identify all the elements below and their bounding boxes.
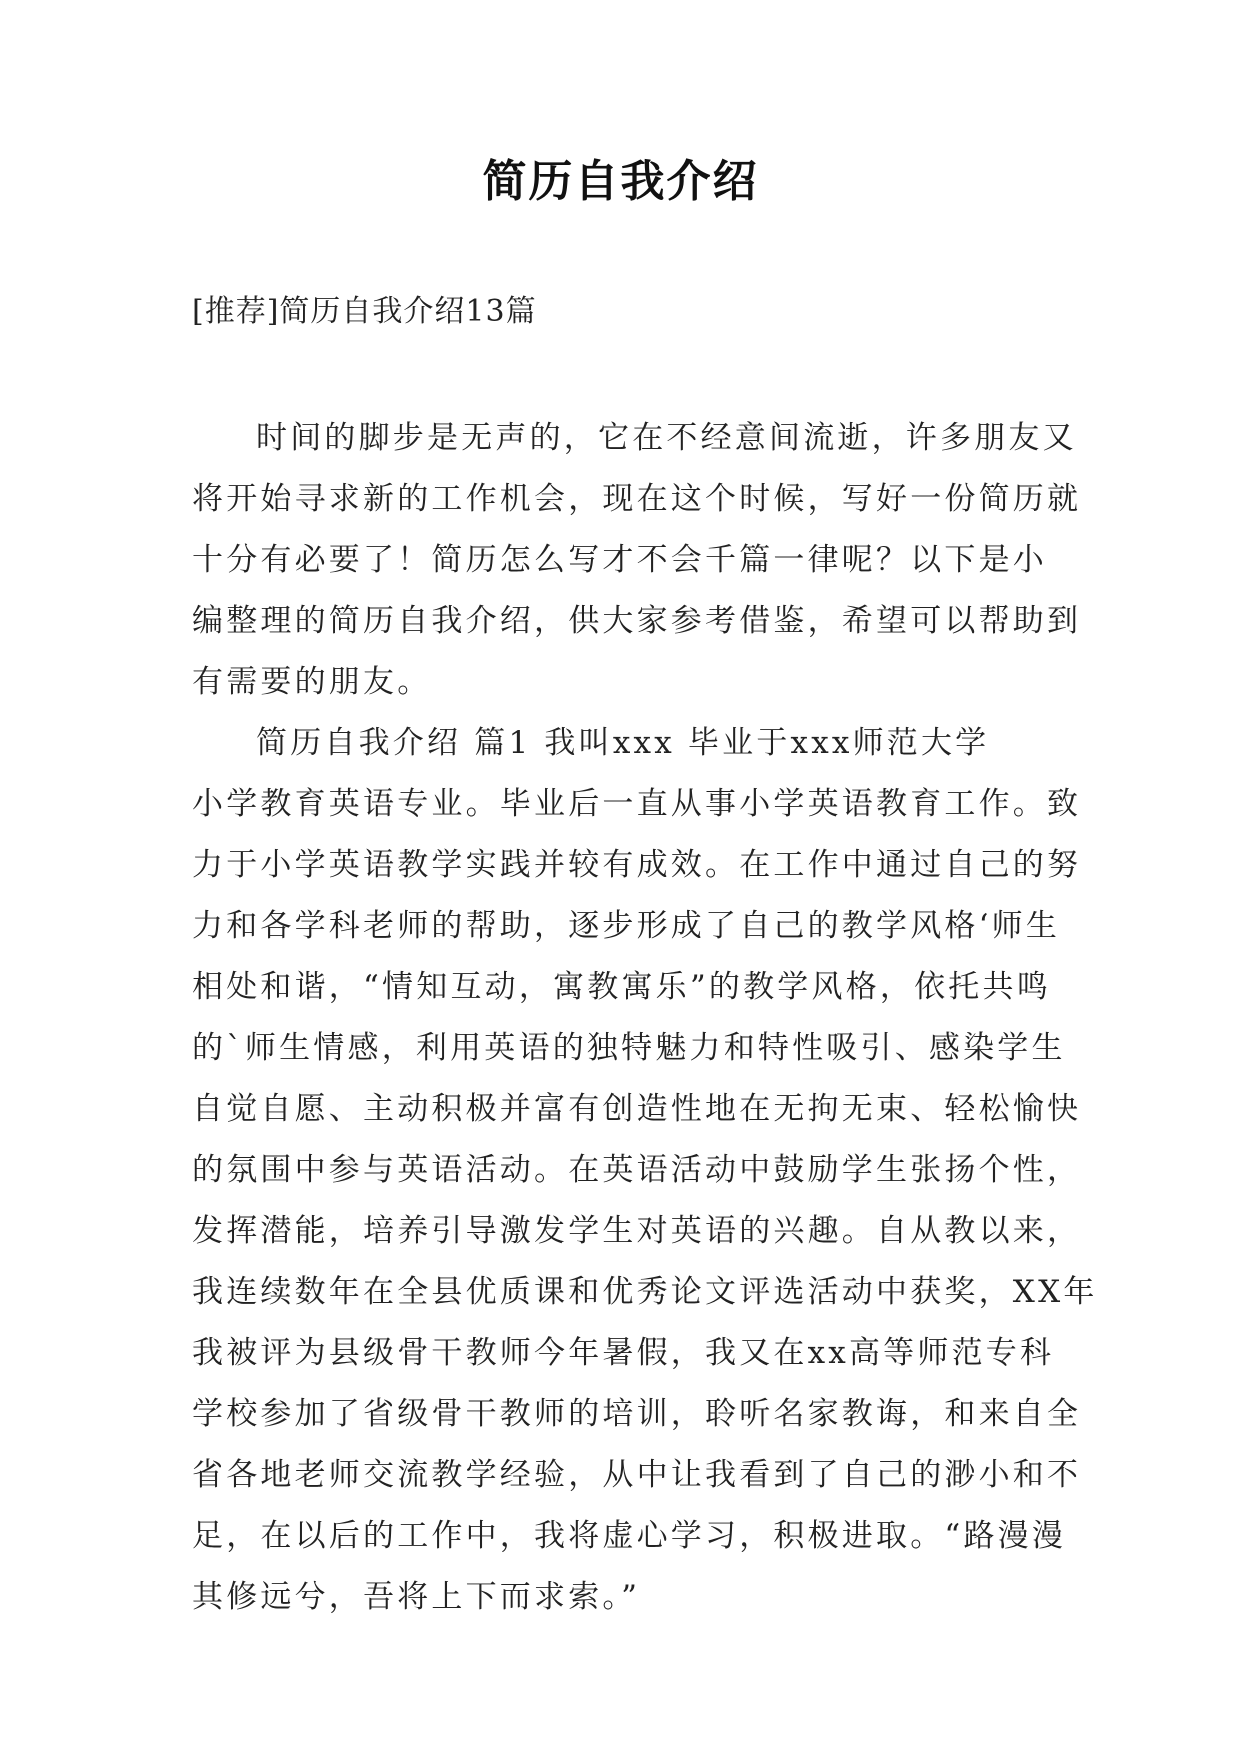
body-line: 时间的脚步是无声的，它在不经意间流逝，许多朋友又 xyxy=(256,420,1077,456)
document-title: 简历自我介绍 xyxy=(482,156,759,207)
document-body xyxy=(192,408,1098,1628)
body-line: 力于小学英语教学实践并较有成效。在工作中通过自己的努 xyxy=(192,847,1082,883)
body-line: 力和各学科老师的帮助，逐步形成了自己的教学风格‘师生 xyxy=(192,908,1061,944)
body-line: 足，在以后的工作中，我将虚心学习，积极进取。“路漫漫 xyxy=(192,1518,1067,1554)
body-line: 我被评为县级骨干教师今年暑假，我又在xx高等师范专科 xyxy=(192,1335,1055,1371)
body-line: 自觉自愿、主动积极并富有创造性地在无拘无束、轻松愉快 xyxy=(192,1091,1082,1127)
body-line: 发挥潜能，培养引导激发学生对英语的兴趣。自从教以来， xyxy=(192,1213,1082,1249)
body-line: 十分有必要了！简历怎么写才不会千篇一律呢？以下是小 xyxy=(192,542,1047,578)
body-line: 相处和谐，“情知互动，寓教寓乐”的教学风格，依托共鸣 xyxy=(192,969,1051,1005)
body-line: 其修远兮，吾将上下而求索。” xyxy=(192,1579,641,1615)
body-line: 我连续数年在全县优质课和优秀论文评选活动中获奖，XX年 xyxy=(192,1274,1098,1310)
body-line: 简历自我介绍 篇1 我叫xxx 毕业于xxx师范大学 xyxy=(256,725,990,761)
body-line: 将开始寻求新的工作机会，现在这个时候，写好一份简历就 xyxy=(192,481,1082,517)
body-line: 小学教育英语专业。毕业后一直从事小学英语教育工作。致 xyxy=(192,786,1082,822)
body-line: 省各地老师交流教学经验，从中让我看到了自己的渺小和不 xyxy=(192,1457,1082,1493)
body-line: 学校参加了省级骨干教师的培训，聆听名家教诲，和来自全 xyxy=(192,1396,1082,1432)
document-subtitle: [推荐]简历自我介绍13篇 xyxy=(192,294,537,329)
body-line: 编整理的简历自我介绍，供大家参考借鉴，希望可以帮助到 xyxy=(192,603,1082,639)
body-line: 有需要的朋友。 xyxy=(192,664,432,700)
body-line: 的氛围中参与英语活动。在英语活动中鼓励学生张扬个性， xyxy=(192,1152,1082,1188)
body-line: 的`师生情感，利用英语的独特魅力和特性吸引、感染学生 xyxy=(192,1030,1066,1066)
